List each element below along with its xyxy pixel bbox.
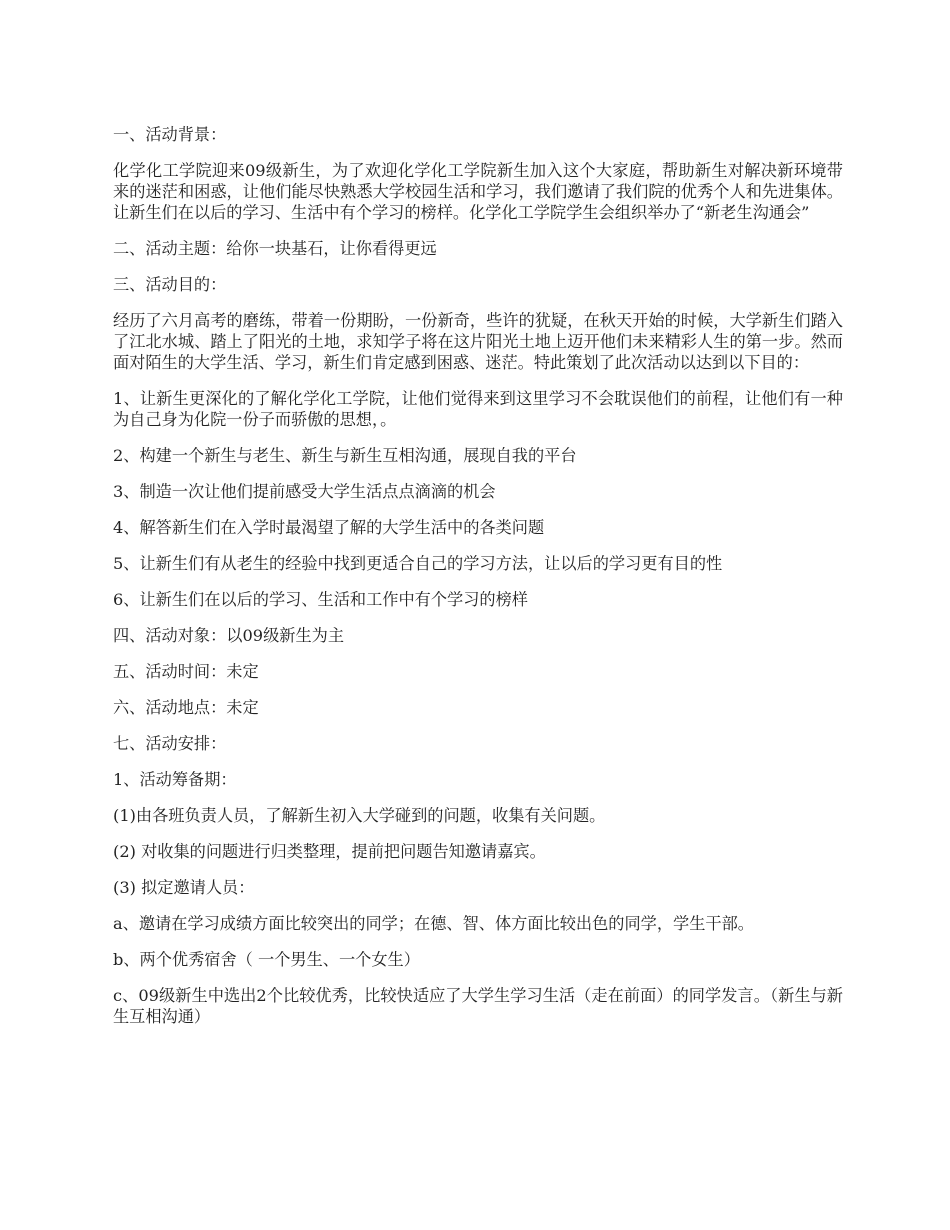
section-heading-purpose: 三、活动目的： — [113, 275, 227, 294]
preparation-step: (1)由各班负责人员，了解新生初入大学碰到的问题，收集有关问题。 — [113, 806, 606, 825]
section-heading-location: 六、活动地点：未定 — [113, 698, 259, 717]
section-heading-arrangement: 七、活动安排： — [113, 734, 227, 753]
section-heading-theme: 二、活动主题：给你一块基石，让你看得更远 — [113, 239, 437, 258]
purpose-paragraph: 经历了六月高考的磨练，带着一份期盼，一份新奇，些许的犹疑，在秋天开始的时候，大学新生们踏入了江北水城、踏上了阳光的土地，求知学子将在这片阳光土地上迈开他们未来精彩人生的第一步。然而面对陌生的大学生活、学习，新生们肯定感到困惑、迷茫。特此策划了此次活动以达到以下目的： — [113, 311, 843, 372]
invitee-item: b、两个优秀宿舍（ 一个男生、一个女生） — [113, 950, 420, 969]
purpose-item: 3、制造一次让他们提前感受大学生活点点滴滴的机会 — [113, 482, 496, 501]
invitee-item: c、09级新生中选出2个比较优秀，比较快适应了大学生学习生活（走在前面）的同学发言。（新生与新生互相沟通） — [113, 986, 843, 1026]
preparation-step: (3) 拟定邀请人员： — [113, 878, 255, 897]
section-heading-audience: 四、活动对象：以09级新生为主 — [113, 626, 345, 645]
invitee-item: a、邀请在学习成绩方面比较突出的同学；在德、智、体方面比较出色的同学，学生干部。 — [113, 914, 754, 933]
purpose-item: 2、构建一个新生与老生、新生与新生互相沟通，展现自我的平台 — [113, 446, 577, 465]
purpose-item: 6、让新生们在以后的学习、生活和工作中有个学习的榜样 — [113, 590, 528, 609]
background-paragraph: 化学化工学院迎来09级新生，为了欢迎化学化工学院新生加入这个大家庭，帮助新生对解决新环境带来的迷茫和困惑，让他们能尽快熟悉大学校园生活和学习，我们邀请了我们院的优秀个人和先进集体。让新生们在以后的学习、生活中有个学习的榜样。化学化工学院学生会组织举办了“新老生沟通会” — [113, 161, 843, 222]
subsection-heading-preparation: 1、活动筹备期： — [113, 770, 237, 789]
document-body — [113, 124, 843, 1042]
purpose-item: 1、让新生更深化的了解化学化工学院，让他们觉得来到这里学习不会耽误他们的前程，让他们有一种为自己身为化院一份子而骄傲的思想，。 — [113, 389, 843, 429]
section-heading-background: 一、活动背景： — [113, 125, 227, 144]
purpose-item: 4、解答新生们在入学时最渴望了解的大学生活中的各类问题 — [113, 518, 545, 537]
section-heading-time: 五、活动时间：未定 — [113, 662, 259, 681]
preparation-step: (2) 对收集的问题进行归类整理，提前把问题告知邀请嘉宾。 — [113, 842, 546, 861]
purpose-item: 5、让新生们有从老生的经验中找到更适合自己的学习方法，让以后的学习更有目的性 — [113, 554, 723, 573]
